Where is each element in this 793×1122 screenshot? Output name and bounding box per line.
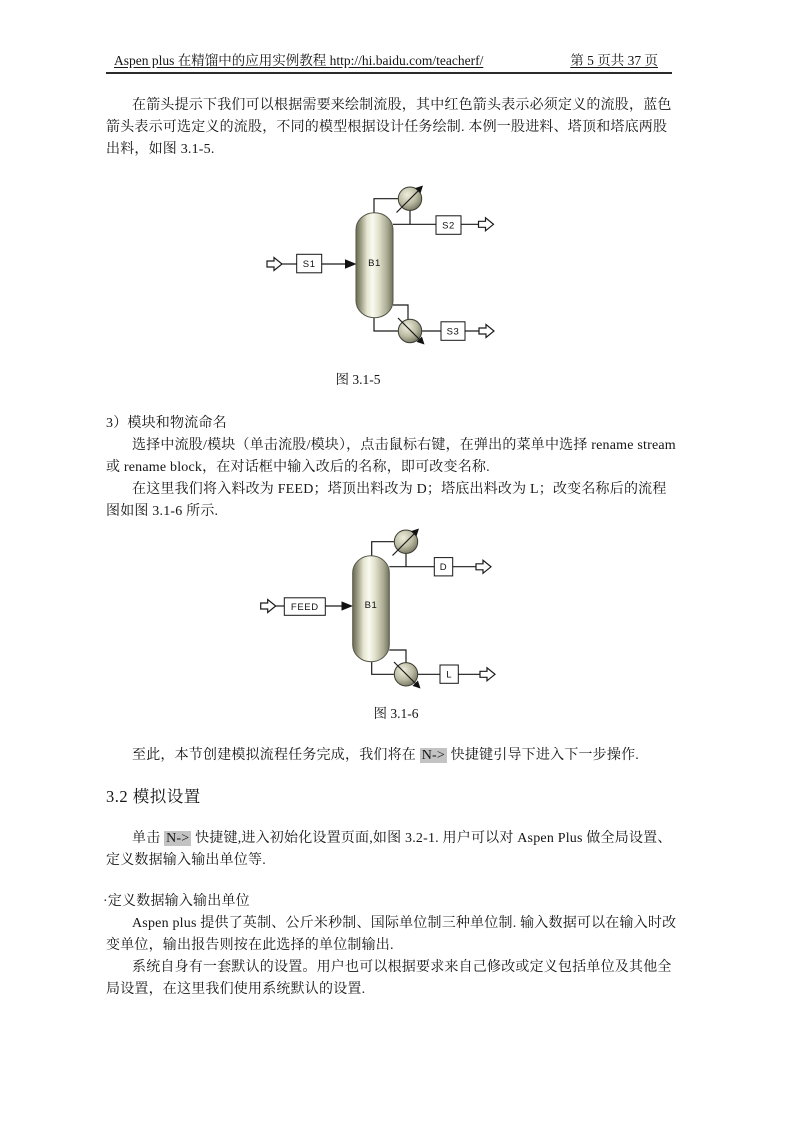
units-p3-line-1: 系统自身有一套默认的设置。用户也可以根据要求来自己修改或定义包括单位及其他全 [132,960,672,975]
block-label: B1 [368,258,381,269]
units-p2-line-2: 变单位，输出报告则按在此选择的单位制输出. [106,938,394,953]
figure-caption-1: 图 3.1-5 [335,372,381,387]
reboiler-icon [398,319,421,342]
naming-p1-line-1: 选择中流股/模块（单击流股/模块），点击鼠标右键，在弹出的菜单中选择 rename stream [132,438,676,453]
open-arrow-icon [267,258,282,271]
setup-p1-line-2: 定义数据输入输出单位等. [106,853,266,868]
section-heading-naming: 3）模块和物流命名 [106,416,227,431]
units-sub-heading: ·定义数据输入输出单位 [103,894,250,909]
closing-text-before: 至此，本节创建模拟流程任务完成，我们将在 [132,748,420,763]
setup-text-before: 单击 [132,831,165,846]
feed-arrowhead-icon [342,601,354,610]
open-arrow-icon [261,600,276,613]
stream-label: S3 [446,326,460,338]
closing-line [132,744,639,764]
stream-label: L [446,669,453,681]
setup-text-after: 快捷键,进入初始化设置页面,如图 3.2-1. 用户可以对 Aspen Plus 做全局设置、 [191,831,672,846]
open-arrow-icon [476,560,491,573]
closing-text-after: 快捷键引导下进入下一步操作. [446,748,639,763]
open-arrow-icon [480,668,495,681]
setup-p1-line-1 [132,827,672,847]
shortcut-key-highlight: N-> [421,748,445,763]
flowsheet-figure-2 [240,515,520,701]
units-p2-line-1: Aspen plus 提供了英制、公斤米秒制、国际单位制三种单位制. 输入数据可以在输入时改 [132,916,677,931]
naming-p1-line-2: 或 rename block，在对话框中输入改后的名称，即可改变名称. [106,460,490,475]
figure-caption-2: 图 3.1-6 [373,706,419,721]
header-page-number: 第 5 页共 37 页 [570,53,658,68]
stream-label: S1 [302,258,316,270]
naming-p2-line-1: 在这里我们将入料改为 FEED；塔顶出料改为 D；塔底出料改为 L；改变名称后的流程 [132,482,667,497]
stream-label: D [439,562,448,573]
intro-line-1: 在箭头提示下我们可以根据需要来绘制流股，其中红色箭头表示必须定义的流股，蓝色 [132,98,672,113]
page-header [106,49,672,74]
flowsheet-figure-1 [240,170,520,356]
open-arrow-icon [479,325,494,338]
stream-label: FEED [290,601,319,613]
intro-line-2: 箭头表示可选定义的流股，不同的模型根据设计任务绘制. 本例一股进料、塔顶和塔底两股 [106,120,668,135]
header-title: Aspen plus 在精馏中的应用实例教程 http://hi.baidu.com/teacherf/ [114,53,484,68]
intro-line-3: 出料，如图 3.1-5. [106,142,215,157]
feed-arrowhead-icon [345,259,357,268]
naming-p2-line-2: 图如图 3.1-6 所示. [106,504,219,519]
block-label: B1 [364,600,378,611]
stream-label: S2 [442,220,455,232]
open-arrow-icon [479,218,494,231]
shortcut-key-highlight: N-> [166,831,190,846]
section-heading-3-2: 3.2 模拟设置 [106,787,201,806]
units-p3-line-2: 局设置，在这里我们使用系统默认的设置. [106,982,366,997]
